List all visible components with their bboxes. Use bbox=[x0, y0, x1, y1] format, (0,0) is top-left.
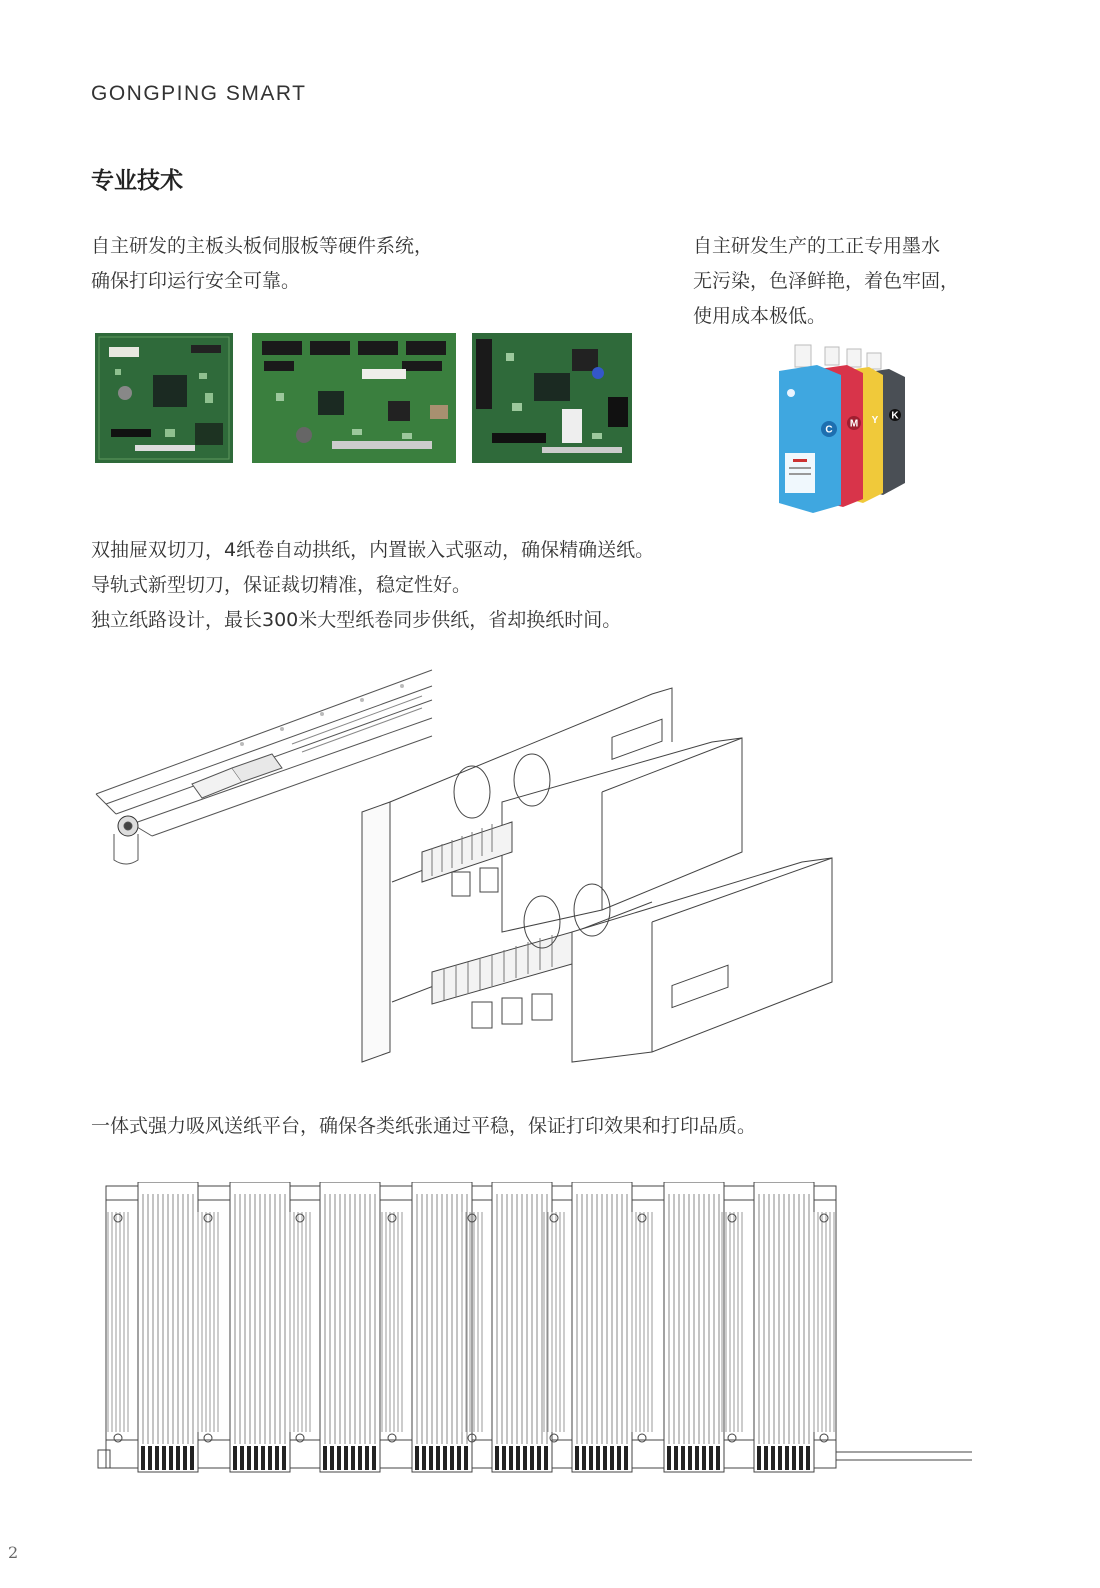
text-line: 一体式强力吸风送纸平台，确保各类纸张通过平稳，保证打印效果和打印品质。 bbox=[91, 1115, 757, 1137]
board-photo-main bbox=[95, 333, 233, 463]
page-number: 2 bbox=[8, 1543, 19, 1562]
text-line: 无污染，色泽鲜艳，着色牢固， bbox=[693, 270, 960, 292]
text-line: 导轨式新型切刀，保证裁切精准，稳定性好。 bbox=[91, 574, 472, 596]
platform-description bbox=[91, 1109, 756, 1144]
hardware-description bbox=[91, 229, 433, 299]
bottle-label: K bbox=[891, 410, 899, 422]
text-line: 双抽屉双切刀，4纸卷自动拱纸，内置嵌入式驱动，确保精确送纸。 bbox=[91, 539, 655, 561]
section-title: 专业技术 bbox=[91, 168, 183, 194]
text-line: 自主研发生产的工正专用墨水 bbox=[693, 235, 941, 257]
text-line: 使用成本极低。 bbox=[693, 305, 827, 327]
ink-bottles-illustration bbox=[773, 343, 913, 513]
ink-description bbox=[693, 229, 959, 334]
bottle-label: C bbox=[825, 424, 833, 436]
bottle-label: Y bbox=[871, 415, 879, 426]
brand-header: GONGPING SMART bbox=[91, 82, 307, 105]
bottle-label: M bbox=[849, 418, 859, 430]
suction-platform-drawing bbox=[92, 1182, 976, 1474]
text-line: 确保打印运行安全可靠。 bbox=[91, 270, 301, 292]
board-photo-servo bbox=[472, 333, 632, 463]
double-drawer-drawing bbox=[352, 682, 844, 1072]
drawer-description bbox=[91, 533, 654, 638]
text-line: 自主研发的主板头板伺服板等硬件系统， bbox=[91, 235, 434, 257]
text-line: 独立纸路设计，最长300米大型纸卷同步供纸，省却换纸时间。 bbox=[91, 609, 622, 631]
board-photo-head bbox=[252, 333, 456, 463]
